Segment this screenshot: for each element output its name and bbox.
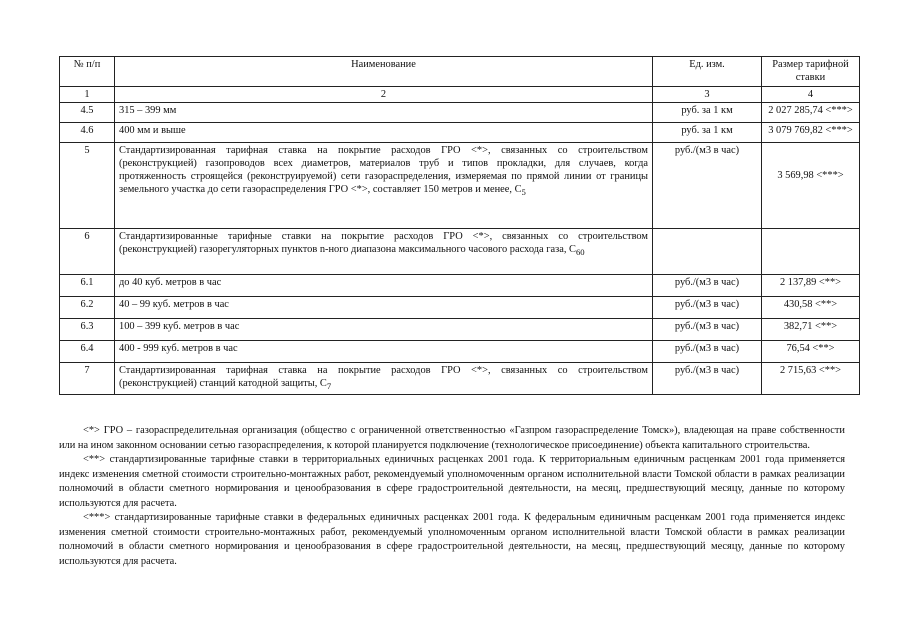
row-name-subscript: 60 [575,247,585,258]
row-num: 6.3 [60,319,115,341]
row-unit: руб./(м3 в час) [653,143,762,229]
row-unit: руб./(м3 в час) [653,341,762,363]
row-value: 76,54 <**> [762,341,860,363]
row-value: 2 715,63 <**> [762,363,860,395]
row-num: 5 [60,143,115,229]
row-value: 3 079 769,82 <***> [762,123,860,143]
row-name: Стандартизированная тарифная ставка на покрытие расходов ГРО <*>, связанных со строительством (реконструкцией) станций катодной защиты, C [119,365,648,389]
row-name: 400 мм и выше [115,123,653,143]
colnum-2: 2 [115,87,653,103]
row-value: 430,58 <**> [762,297,860,319]
header-name: Наименование [115,57,653,87]
tariff-table [59,56,860,395]
row-num: 6 [60,229,115,275]
row-num: 6.1 [60,275,115,297]
table-row [60,275,860,297]
row-value: 2 027 285,74 <***> [762,103,860,123]
row-name: 100 – 399 куб. метров в час [115,319,653,341]
row-unit: руб. за 1 км [653,123,762,143]
column-number-row [60,87,860,103]
row-name-cell [115,363,653,395]
row-value: 382,71 <**> [762,319,860,341]
table-row [60,103,860,123]
footnotes [59,424,845,569]
row-value: 2 137,89 <**> [762,275,860,297]
tariff-table-body [60,57,860,395]
row-unit: руб./(м3 в час) [653,363,762,395]
header-num: № п/п [60,57,115,87]
row-value: 3 569,98 <***> [762,143,860,229]
row-unit: руб./(м3 в час) [653,297,762,319]
colnum-3: 3 [653,87,762,103]
row-num: 7 [60,363,115,395]
table-row [60,297,860,319]
row-num: 6.4 [60,341,115,363]
row-unit: руб./(м3 в час) [653,319,762,341]
row-name: 400 - 999 куб. метров в час [115,341,653,363]
row-value [762,229,860,275]
table-row [60,229,860,275]
row-unit: руб./(м3 в час) [653,275,762,297]
row-num: 6.2 [60,297,115,319]
table-row [60,143,860,229]
colnum-1: 1 [60,87,115,103]
row-name: Стандартизированная тарифная ставка на покрытие расходов ГРО <*>, связанных со строительством (реконструкцией) газопроводов всех диаметров, материалов труб и типов прокладки, для случаев, когда протяженность строящейся (реконструируемой) сети газораспределения, измеряемая по прямой линии от границы земельного участка до сети газораспределения ГРО <*>, составляет 150 метров и менее, C [119,145,648,195]
footnote-territorial-rates: <**> стандартизированные тарифные ставки в территориальных единичных расценках 2001 года. К территориальным единичным расценкам 2001 года применяется индекс изменения сметной стоимости строительно-монтажных работ, рекомендуемый уполномоченным органом исполнительной власти Томской области в рамках реализации полномочий в области сметного нормирования и ценообразования в сфере градостроительной деятельности, на месяц, предшествующий месяцу, данные по которому используются для расчета. [59,454,845,509]
row-name: 315 – 399 мм [115,103,653,123]
footnote-federal-rates: <***> стандартизированные тарифные ставки в федеральных единичных расценках 2001 года. К федеральным единичным расценкам 2001 года применяется индекс изменения сметной стоимости строительно-монтажных работ, рекомендуемый уполномоченным органом исполнительной власти Томской области в рамках реализации полномочий в области сметного нормирования и ценообразования в сфере градостроительной деятельности, на месяц, предшествующий месяцу, данные по которому используются для расчета. [59,512,845,567]
row-num: 4.5 [60,103,115,123]
footnote-gro: <*> ГРО – газораспределительная организация (общество с ограниченной ответственностью «Газпром газораспределение Томск»), владеющая на праве собственности или на ином законном основании сетью газораспределения, к которой планируется подключение (технологическое присоединение) объекта капитального строительства. [59,425,845,451]
header-unit: Ед. изм. [653,57,762,87]
row-name: Стандартизированные тарифные ставки на покрытие расходов ГРО <*>, связанных со строительством (реконструкцией) газорегуляторных пунктов n-ного диапазона максимального часового расхода газа, C [119,231,648,255]
header-rate: Размер тарифной ставки [762,57,860,87]
row-name-subscript: 7 [326,381,332,392]
row-num: 4.6 [60,123,115,143]
colnum-4: 4 [762,87,860,103]
row-name-cell [115,229,653,275]
row-name: до 40 куб. метров в час [115,275,653,297]
row-unit [653,229,762,275]
table-row [60,363,860,395]
row-name-cell [115,143,653,229]
row-name-subscript: 5 [521,187,526,198]
table-row [60,319,860,341]
row-name: 40 – 99 куб. метров в час [115,297,653,319]
table-row [60,341,860,363]
row-unit: руб. за 1 км [653,103,762,123]
table-row [60,123,860,143]
table-header-row [60,57,860,87]
